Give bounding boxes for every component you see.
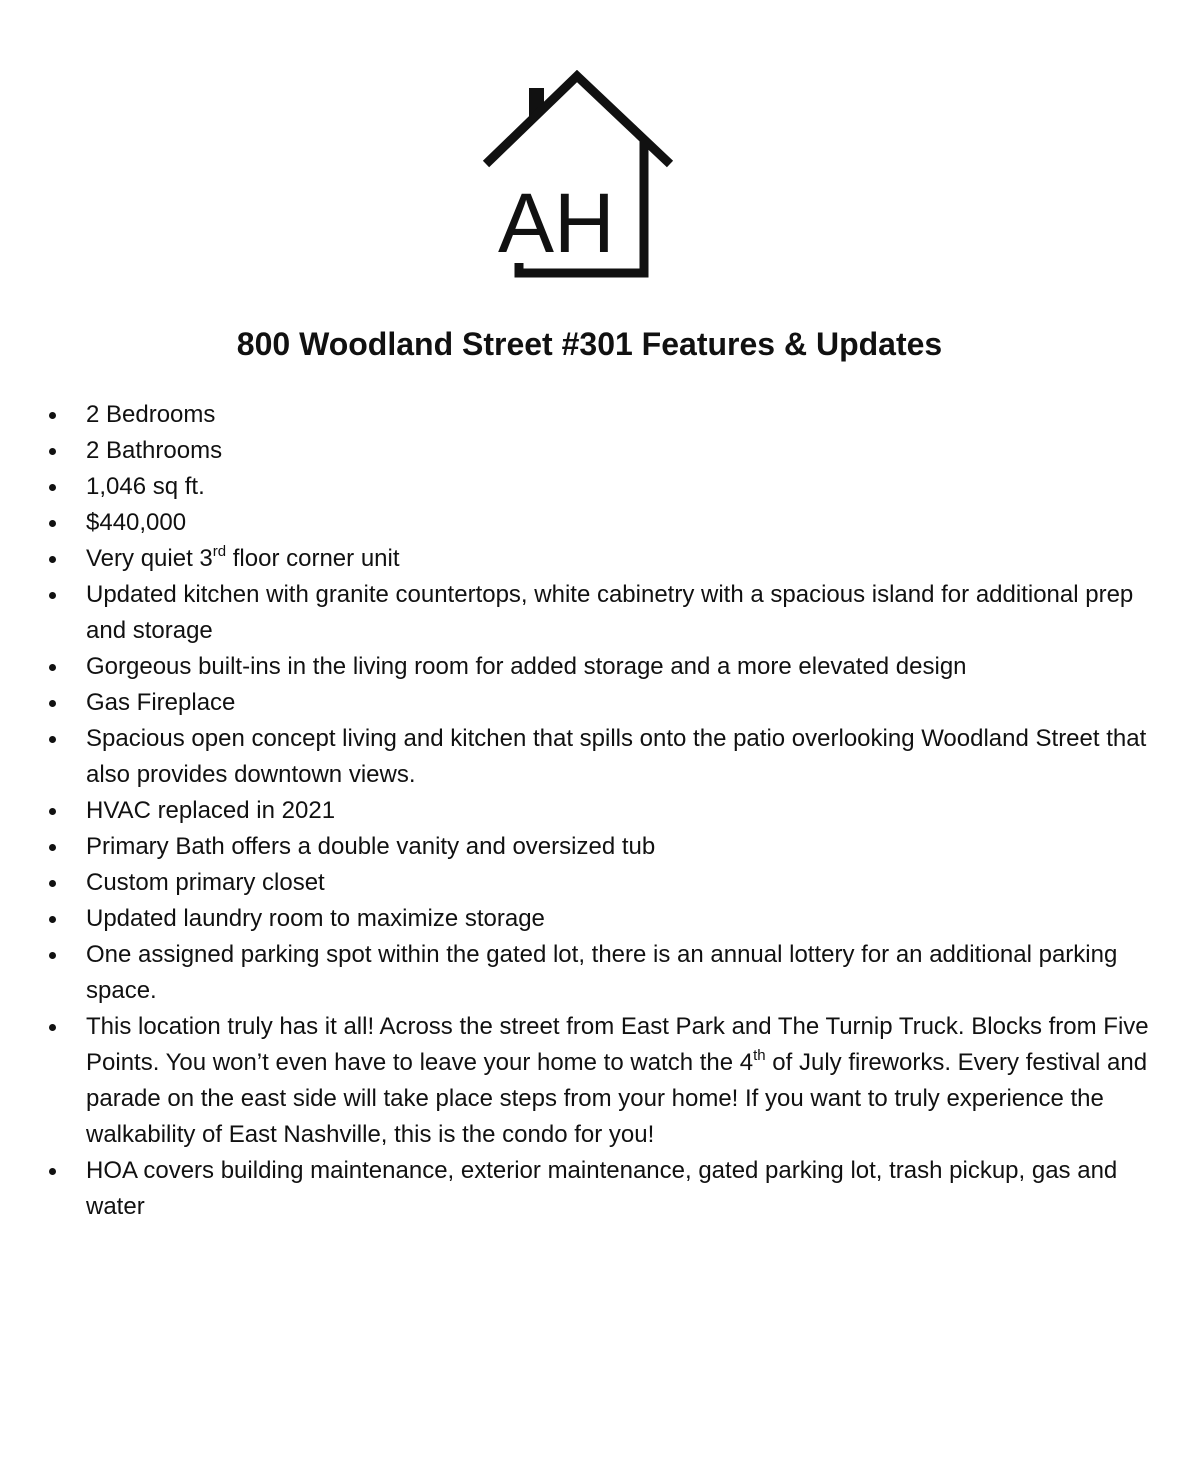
- ordinal-suffix: th: [753, 1047, 766, 1064]
- feature-item: [86, 1009, 1156, 1153]
- feature-item: [86, 721, 1156, 793]
- bullet-icon: [49, 1024, 56, 1031]
- feature-item: [86, 685, 1156, 721]
- bullet-icon: [49, 880, 56, 887]
- feature-text: $440,000: [86, 509, 187, 536]
- feature-text: [86, 1013, 1149, 1148]
- ordinal-suffix: rd: [212, 543, 227, 560]
- feature-item: [86, 793, 1156, 829]
- feature-item: [86, 397, 1156, 433]
- page-title: 800 Woodland Street #301 Features & Updates: [236, 326, 943, 362]
- bullet-icon: [49, 1168, 56, 1175]
- bullet-icon: [49, 808, 56, 815]
- feature-text: Updated laundry room to maximize storage: [86, 905, 545, 932]
- feature-text-start: This location truly has it all! Across the street from East Park and The Turnip Truck. Blocks from Five Points. You won’t even have to leave your home to watch the 4: [86, 1013, 1149, 1076]
- bullet-icon: [49, 592, 56, 599]
- feature-text: [86, 545, 400, 572]
- feature-text: HVAC replaced in 2021: [86, 797, 336, 824]
- bullet-icon: [49, 916, 56, 923]
- feature-item: [86, 937, 1156, 1009]
- bullet-icon: [49, 736, 56, 743]
- bullet-icon: [49, 952, 56, 959]
- bullet-icon: [49, 664, 56, 671]
- feature-text: Gas Fireplace: [86, 689, 236, 716]
- feature-text: Updated kitchen with granite countertops, white cabinetry with a spacious island for additional prep and storage: [86, 581, 1134, 644]
- feature-text: 1,046 sq ft.: [86, 473, 205, 500]
- bullet-icon: [49, 412, 56, 419]
- feature-item: [86, 1153, 1156, 1225]
- feature-item: [86, 865, 1156, 901]
- feature-text-end: of July fireworks. Every festival and parade on the east side will take place steps from your home! If you want to truly experience the walkability of East Nashville, this is the condo for you!: [86, 1049, 1148, 1148]
- bullet-icon: [49, 484, 56, 491]
- feature-item: [86, 541, 1156, 577]
- feature-item: [86, 433, 1156, 469]
- house-logo-icon: [478, 70, 678, 282]
- feature-text: 2 Bathrooms: [86, 437, 223, 464]
- feature-text: One assigned parking spot within the gated lot, there is an annual lottery for an additional parking space.: [86, 941, 1118, 1004]
- feature-text: Spacious open concept living and kitchen that spills onto the patio overlooking Woodland Street that also provides downtown views.: [86, 725, 1147, 788]
- bullet-icon: [49, 844, 56, 851]
- bullet-icon: [49, 700, 56, 707]
- feature-item: [86, 577, 1156, 649]
- feature-text: Custom primary closet: [86, 869, 325, 896]
- feature-text: Primary Bath offers a double vanity and oversized tub: [86, 833, 656, 860]
- feature-text-end: floor corner unit: [226, 545, 400, 572]
- logo-letters: AH: [498, 176, 615, 270]
- feature-text-start: Very quiet 3: [86, 545, 213, 572]
- bullet-icon: [49, 556, 56, 563]
- feature-item: [86, 505, 1156, 541]
- feature-item: [86, 829, 1156, 865]
- feature-text: Gorgeous built-ins in the living room for added storage and a more elevated design: [86, 653, 967, 680]
- feature-item: [86, 901, 1156, 937]
- feature-item: [86, 649, 1156, 685]
- bullet-icon: [49, 448, 56, 455]
- feature-text: HOA covers building maintenance, exterior maintenance, gated parking lot, trash pickup, gas and water: [86, 1157, 1118, 1220]
- feature-item: [86, 469, 1156, 505]
- bullet-icon: [49, 520, 56, 527]
- features-list: [86, 397, 1156, 1225]
- feature-text: 2 Bedrooms: [86, 401, 216, 428]
